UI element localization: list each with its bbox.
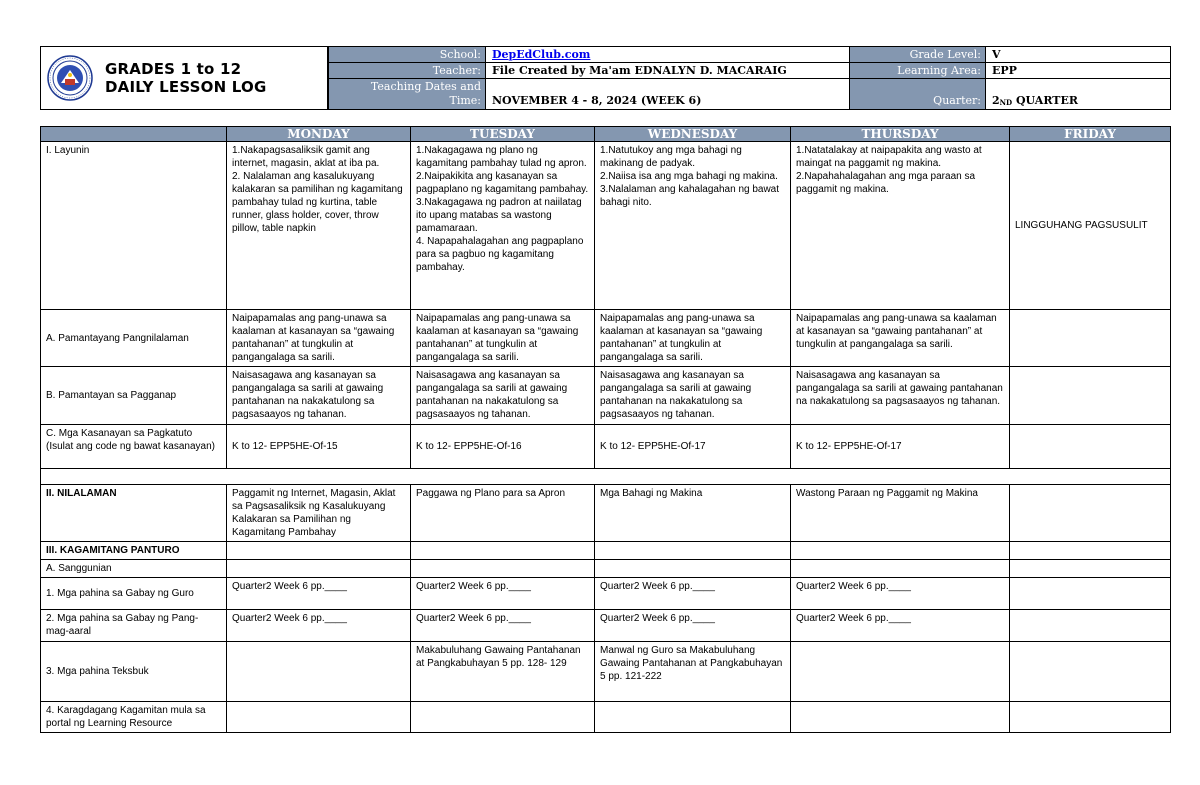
cell-teksbuk-thursday [791, 642, 1010, 702]
layunin-tuesday-3: 3.Nakagagawa ng padron at naiilatag ito upang matabas sa wastong pamamaraan. [416, 197, 582, 234]
cell-sanggunian-tuesday [411, 560, 595, 578]
table-row-layunin [41, 142, 1171, 310]
row-label-layunin: I. Layunin [41, 142, 227, 310]
table-row-pamantayan-pagganap [41, 367, 1171, 425]
row-label-kasanayan [41, 425, 227, 469]
row-label-pamantayang-pangnilalaman: A. Pamantayang Pangnilalaman [41, 310, 227, 367]
cell-gabay-aaral-thursday: Quarter2 Week 6 pp.____ [791, 610, 1010, 642]
cell-layunin-tuesday [411, 142, 595, 310]
teaching-dates-value: NOVEMBER 4 - 8, 2024 (WEEK 6) [485, 79, 849, 109]
header-info-grid [328, 47, 1170, 109]
cell-nilalaman-friday [1010, 485, 1171, 542]
cell-sanggunian-thursday [791, 560, 1010, 578]
day-header-wednesday: WEDNESDAY [595, 127, 791, 142]
table-row-pamantayang-pangnilalaman [41, 310, 1171, 367]
cell-kasanayan-monday: K to 12- EPP5HE-Of-15 [227, 425, 411, 469]
layunin-wednesday-1: 1.Natutukoy ang mga bahagi ng makinang de padyak. [600, 145, 742, 169]
title-line-1: GRADES 1 to 12 [105, 60, 242, 78]
layunin-tuesday-2: 2.Naipakikita ang kasanayan sa pagpaplano ng kagamitang pambahay. [416, 171, 589, 195]
table-row-teksbuk [41, 642, 1171, 702]
header-title-block [41, 47, 328, 109]
row-label-teksbuk: 3. Mga pahina Teksbuk [41, 642, 227, 702]
cell-sanggunian-monday [227, 560, 411, 578]
layunin-tuesday-4: 4. Napapahalagahan ang pagpaplano para sa pagbuo ng kagamitang pambahay. [416, 236, 584, 273]
kasanayan-label-line-2: (Isulat ang code ng bawat kasanayan) [46, 441, 215, 452]
cell-kagamitan-friday [1010, 542, 1171, 560]
learning-area-label: Learning Area: [849, 63, 985, 79]
cell-gabay-guro-tuesday: Quarter2 Week 6 pp.____ [411, 578, 595, 610]
cell-nilalaman-wednesday: Mga Bahagi ng Makina [595, 485, 791, 542]
quarter-label: Quarter: [849, 79, 985, 109]
day-header-thursday: THURSDAY [791, 127, 1010, 142]
cell-pagganap-friday [1010, 367, 1171, 425]
cell-sanggunian-friday [1010, 560, 1171, 578]
cell-teksbuk-friday [1010, 642, 1171, 702]
cell-layunin-monday [227, 142, 411, 310]
school-value [485, 47, 849, 63]
cell-layunin-wednesday [595, 142, 791, 310]
cell-teksbuk-wednesday: Manwal ng Guro sa Makabuluhang Gawaing Pantahanan at Pangkabuhayan 5 pp. 121-222 [595, 642, 791, 702]
teacher-label: Teacher: [328, 63, 485, 79]
cell-nilalaman-tuesday: Paggawa ng Plano para sa Apron [411, 485, 595, 542]
layunin-monday-2: 2. Nalalaman ang kasalukuyang kalakaran sa pamilihan ng kagamitang pambahay tulad ng kurtina, table runner, glass holder, cover, throw pillow, table napkin [232, 171, 403, 234]
teaching-dates-label-line-1: Teaching Dates and [370, 80, 481, 93]
cell-kasanayan-thursday: K to 12- EPP5HE-Of-17 [791, 425, 1010, 469]
grade-level-label: Grade Level: [849, 47, 985, 63]
deped-seal-icon [47, 55, 93, 101]
cell-nilalaman-monday: Paggamit ng Internet, Magasin, Aklat sa Pagsasaliksik ng Kasalukuyang Kalakaran sa Pamilihan ng Kagamitang Pambahay [227, 485, 411, 542]
row-label-nilalaman: II. NILALAMAN [41, 485, 227, 542]
cell-pamantayang-tuesday: Naipapamalas ang pang-unawa sa kaalaman at kasanayan sa “gawaing pantahanan” at tungkulin at pangangalaga sa sarili. [411, 310, 595, 367]
cell-pagganap-monday: Naisasagawa ang kasanayan sa pangangalaga sa sarili at gawaing pantahanan na nakakatulong sa pagsasaayos ng tahanan. [227, 367, 411, 425]
cell-pamantayang-thursday: Naipapamalas ang pang-unawa sa kaalaman at kasanayan sa “gawaing pantahanan” at tungkulin at pangangalaga sa sarili. [791, 310, 1010, 367]
cell-layunin-thursday [791, 142, 1010, 310]
day-header-blank [41, 127, 227, 142]
quarter-number: 2 [992, 94, 1000, 107]
daily-lesson-table [40, 126, 1171, 733]
cell-gabay-guro-monday: Quarter2 Week 6 pp.____ [227, 578, 411, 610]
header-title [105, 60, 267, 96]
table-row-kagamitan [41, 542, 1171, 560]
day-header-row [41, 127, 1171, 142]
cell-karagdagang-thursday [791, 702, 1010, 733]
layunin-wednesday-2: 2.Naiisa isa ang mga bahagi ng makina. [600, 171, 778, 182]
cell-gabay-aaral-monday: Quarter2 Week 6 pp.____ [227, 610, 411, 642]
teaching-dates-label [328, 79, 485, 109]
row-label-sanggunian: A. Sanggunian [41, 560, 227, 578]
row-label-gabay-aaral: 2. Mga pahina sa Gabay ng Pang-mag-aaral [41, 610, 227, 642]
row-label-karagdagang: 4. Karagdagang Kagamitan mula sa portal ng Learning Resource [41, 702, 227, 733]
cell-pamantayang-friday [1010, 310, 1171, 367]
cell-sanggunian-wednesday [595, 560, 791, 578]
layunin-thursday-2: 2.Napahahalagahan ang mga paraan sa paggamit ng makina. [796, 171, 976, 195]
layunin-monday-1: 1.Nakapagsasaliksik gamit ang internet, magasin, aklat at iba pa. [232, 145, 380, 169]
day-header-friday: FRIDAY [1010, 127, 1171, 142]
layunin-thursday-1: 1.Natatalakay at naipapakita ang wasto at maingat na paggamit ng makina. [796, 145, 982, 169]
cell-kasanayan-wednesday: K to 12- EPP5HE-Of-17 [595, 425, 791, 469]
row-label-pamantayan-pagganap: B. Pamantayan sa Pagganap [41, 367, 227, 425]
cell-teksbuk-monday [227, 642, 411, 702]
cell-nilalaman-thursday: Wastong Paraan ng Paggamit ng Makina [791, 485, 1010, 542]
cell-pagganap-tuesday: Naisasagawa ang kasanayan sa pangangalaga sa sarili at gawaing pantahanan na nakakatulong sa pagsasaayos ng tahanan. [411, 367, 595, 425]
cell-karagdagang-friday [1010, 702, 1171, 733]
cell-kasanayan-friday [1010, 425, 1171, 469]
kasanayan-label-line-1: C. Mga Kasanayan sa Pagkatuto [46, 428, 193, 439]
cell-karagdagang-monday [227, 702, 411, 733]
teacher-value: File Created by Ma'am EDNALYN D. MACARAIG [485, 63, 849, 79]
school-label: School: [328, 47, 485, 63]
cell-teksbuk-tuesday: Makabuluhang Gawaing Pantahanan at Pangkabuhayan 5 pp. 128- 129 [411, 642, 595, 702]
table-row-gabay-aaral [41, 610, 1171, 642]
school-link[interactable]: DepEdClub.com [492, 48, 591, 61]
lesson-log-header [40, 46, 1171, 110]
title-line-2: DAILY LESSON LOG [105, 78, 267, 96]
cell-karagdagang-tuesday [411, 702, 595, 733]
cell-layunin-friday: LINGGUHANG PAGSUSULIT [1010, 142, 1171, 310]
cell-pamantayang-monday: Naipapamalas ang pang-unawa sa kaalaman at kasanayan sa “gawaing pantahanan” at tungkulin at pangangalaga sa sarili. [227, 310, 411, 367]
table-row-kasanayan [41, 425, 1171, 469]
row-label-kagamitan: III. KAGAMITANG PANTURO [41, 542, 227, 560]
cell-kasanayan-tuesday: K to 12- EPP5HE-Of-16 [411, 425, 595, 469]
table-row-gabay-guro [41, 578, 1171, 610]
cell-kagamitan-tuesday [411, 542, 595, 560]
quarter-word: QUARTER [1015, 94, 1078, 107]
cell-pagganap-thursday: Naisasagawa ang kasanayan sa pangangalaga sa sarili at gawaing pantahanan na nakakatulong sa pagsasaayos ng tahanan. [791, 367, 1010, 425]
quarter-value [985, 79, 1170, 109]
grade-level-value: V [985, 47, 1170, 63]
cell-pagganap-wednesday: Naisasagawa ang kasanayan sa pangangalaga sa sarili at gawaing pantahanan na nakakatulong sa pagsasaayos ng tahanan. [595, 367, 791, 425]
cell-kagamitan-wednesday [595, 542, 791, 560]
cell-kagamitan-monday [227, 542, 411, 560]
table-row-spacer [41, 469, 1171, 485]
teaching-dates-label-line-2: Time: [449, 94, 481, 107]
day-header-tuesday: TUESDAY [411, 127, 595, 142]
cell-pamantayang-wednesday: Naipapamalas ang pang-unawa sa kaalaman at kasanayan sa “gawaing pantahanan” at tungkulin at pangangalaga sa sarili. [595, 310, 791, 367]
cell-gabay-aaral-friday [1010, 610, 1171, 642]
cell-gabay-guro-friday [1010, 578, 1171, 610]
table-row-karagdagang [41, 702, 1171, 733]
learning-area-value: EPP [985, 63, 1170, 79]
cell-gabay-aaral-tuesday: Quarter2 Week 6 pp.____ [411, 610, 595, 642]
cell-gabay-aaral-wednesday: Quarter2 Week 6 pp.____ [595, 610, 791, 642]
table-row-nilalaman [41, 485, 1171, 542]
cell-kagamitan-thursday [791, 542, 1010, 560]
cell-karagdagang-wednesday [595, 702, 791, 733]
layunin-wednesday-3: 3.Nalalaman ang kahalagahan ng bawat bahagi nito. [600, 184, 780, 208]
table-row-sanggunian [41, 560, 1171, 578]
cell-gabay-guro-thursday: Quarter2 Week 6 pp.____ [791, 578, 1010, 610]
cell-gabay-guro-wednesday: Quarter2 Week 6 pp.____ [595, 578, 791, 610]
row-label-gabay-guro: 1. Mga pahina sa Gabay ng Guro [41, 578, 227, 610]
layunin-tuesday-1: 1.Nakagagawa ng plano ng kagamitang pambahay tulad ng apron. [416, 145, 587, 169]
day-header-monday: MONDAY [227, 127, 411, 142]
spacer-cell [41, 469, 1171, 485]
quarter-suffix: ND [999, 98, 1013, 107]
